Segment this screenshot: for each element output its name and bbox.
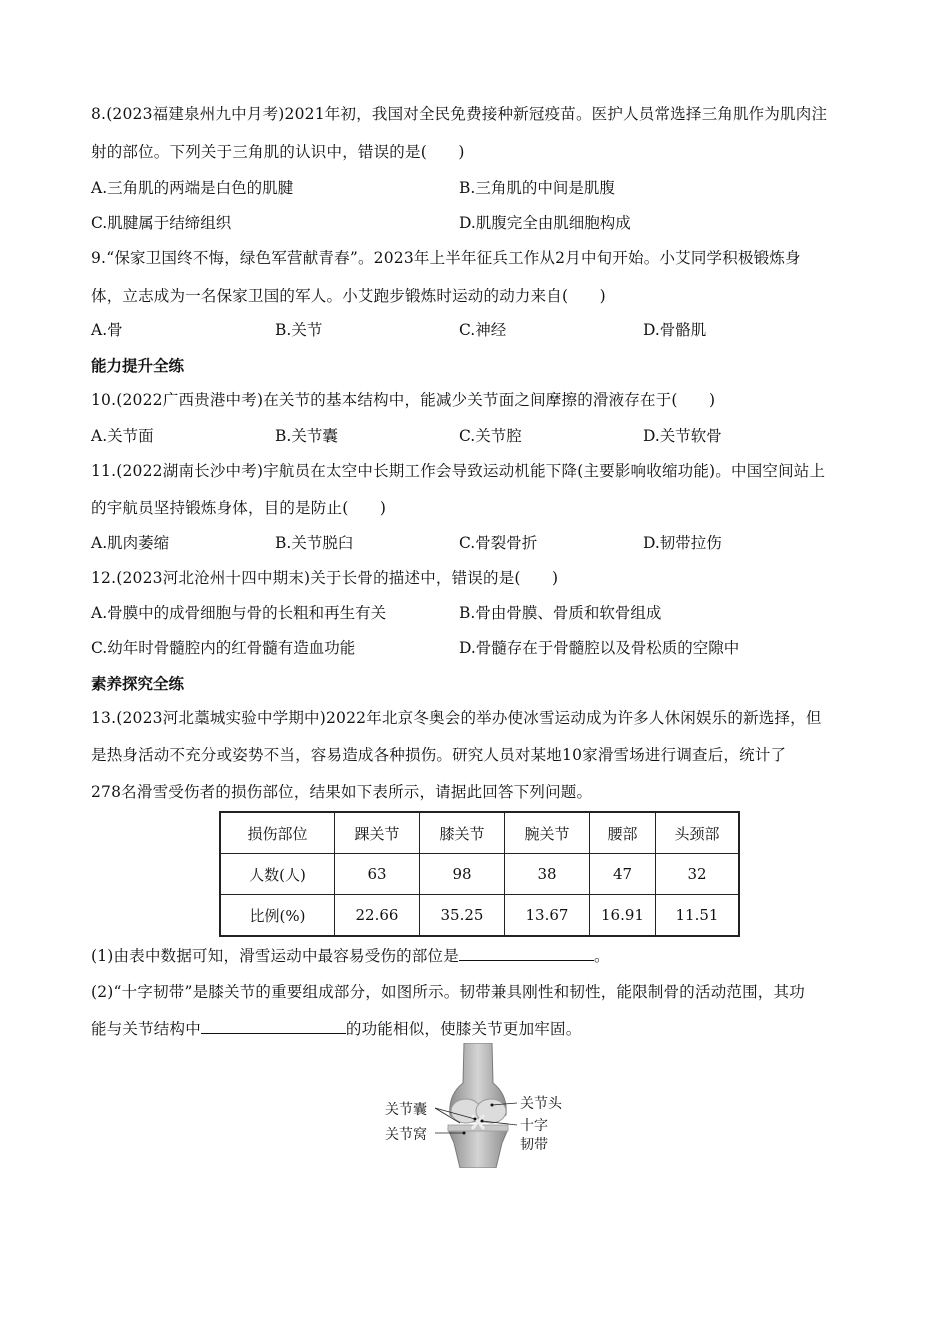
q13-stem-line2: 是热身活动不充分或姿势不当，容易造成各种损伤。研究人员对某地10家滑雪场进行调查后，统计了 xyxy=(91,746,787,764)
table-cell: 腰部 xyxy=(590,812,656,854)
table-cell: 11.51 xyxy=(656,895,740,937)
q8-stem-line1: 8.(2023福建泉州九中月考)2021年初，我国对全民免费接种新冠疫苗。医护人员常选择三角肌作为肌肉注 xyxy=(91,105,828,123)
q11-option-c: C.骨裂骨折 xyxy=(459,534,538,552)
q9-option-c: C.神经 xyxy=(459,321,507,339)
q10-option-d: D.关节软骨 xyxy=(643,427,722,445)
q13-sub1-text: (1)由表中数据可知，滑雪运动中最容易受伤的部位是 xyxy=(91,947,459,965)
q13-sub1 xyxy=(91,944,610,966)
table-cell: 头颈部 xyxy=(656,812,740,854)
table-cell: 32 xyxy=(656,854,740,895)
knee-joint-figure xyxy=(380,1043,580,1168)
q8-option-d: D.肌腹完全由肌细胞构成 xyxy=(459,214,631,232)
table-cell: 22.66 xyxy=(335,895,420,937)
q11-stem-line2: 的宇航员坚持锻炼身体，目的是防止( ) xyxy=(91,499,387,517)
q13-sub2-line1: (2)“十字韧带”是膝关节的重要组成部分，如图所示。韧带兼具刚性和韧性，能限制骨的活动范围，其功 xyxy=(91,983,805,1001)
q9-option-b: B.关节 xyxy=(275,321,323,339)
q10-stem: 10.(2022广西贵港中考)在关节的基本结构中，能减少关节面之间摩擦的滑液存在于( ) xyxy=(91,391,716,409)
q11-option-d: D.韧带拉伤 xyxy=(643,534,722,552)
q9-stem-line1: 9.“保家卫国终不悔，绿色军营献青春”。2023年上半年征兵工作从2月中旬开始。小艾同学积极锻炼身 xyxy=(91,249,801,267)
q13-sub2-line2 xyxy=(91,1017,581,1039)
table-cell: 38 xyxy=(505,854,590,895)
q12-option-a: A.骨膜中的成骨细胞与骨的长粗和再生有关 xyxy=(91,604,387,622)
q13-stem-line3: 278名滑雪受伤者的损伤部位，结果如下表所示，请据此回答下列问题。 xyxy=(91,783,593,801)
q13-sub2-text: 能与关节结构中 xyxy=(91,1020,201,1038)
label-joint-capsule: 关节囊 xyxy=(385,1102,427,1118)
label-cruciate-1: 十字 xyxy=(520,1118,548,1134)
label-cruciate-2: 韧带 xyxy=(520,1137,548,1153)
section-heading-inquiry: 素养探究全练 xyxy=(91,675,185,693)
q10-option-c: C.关节腔 xyxy=(459,427,522,445)
answer-blank-1[interactable] xyxy=(459,946,594,961)
table-cell: 35.25 xyxy=(420,895,505,937)
table-cell: 腕关节 xyxy=(505,812,590,854)
q10-option-b: B.关节囊 xyxy=(275,427,338,445)
q11-stem-line1: 11.(2022湖南长沙中考)宇航员在太空中长期工作会导致运动机能下降(主要影响收缩功能)。中国空间站上 xyxy=(91,462,826,480)
table-row-count xyxy=(220,854,739,895)
table-cell: 踝关节 xyxy=(335,812,420,854)
table-row-header xyxy=(220,812,739,854)
table-cell: 损伤部位 xyxy=(220,812,335,854)
table-cell: 63 xyxy=(335,854,420,895)
q12-option-c: C.幼年时骨髓腔内的红骨髓有造血功能 xyxy=(91,639,356,657)
q13-stem-line1: 13.(2023河北藁城实验中学期中)2022年北京冬奥会的举办使冰雪运动成为许多人休闲娱乐的新选择，但 xyxy=(91,709,822,727)
q10-option-a: A.关节面 xyxy=(91,427,154,445)
q11-option-a: A.肌肉萎缩 xyxy=(91,534,170,552)
table-row-ratio xyxy=(220,895,739,937)
q9-stem-line2: 体，立志成为一名保家卫国的军人。小艾跑步锻炼时运动的动力来自( ) xyxy=(91,287,606,305)
table-cell: 比例(%) xyxy=(220,895,335,937)
table-cell: 16.91 xyxy=(590,895,656,937)
q8-option-b: B.三角肌的中间是肌腹 xyxy=(459,179,615,197)
label-joint-socket: 关节窝 xyxy=(385,1127,427,1143)
q9-option-a: A.骨 xyxy=(91,321,123,339)
q12-option-d: D.骨髓存在于骨髓腔以及骨松质的空隙中 xyxy=(459,639,740,657)
label-joint-head: 关节头 xyxy=(520,1096,562,1112)
section-heading-ability: 能力提升全练 xyxy=(91,357,185,375)
table-cell: 13.67 xyxy=(505,895,590,937)
q8-option-c: C.肌腱属于结缔组织 xyxy=(91,214,232,232)
q9-option-d: D.骨骼肌 xyxy=(643,321,707,339)
answer-blank-2[interactable] xyxy=(201,1019,346,1034)
knee-joint-illustration xyxy=(380,1043,580,1168)
q11-option-b: B.关节脱臼 xyxy=(275,534,354,552)
q12-stem: 12.(2023河北沧州十四中期末)关于长骨的描述中，错误的是( ) xyxy=(91,569,559,587)
q13-sub2-end: 的功能相似，使膝关节更加牢固。 xyxy=(345,1020,582,1038)
table-cell: 人数(人) xyxy=(220,854,335,895)
injury-table xyxy=(219,811,740,937)
q8-stem-line2: 射的部位。下列关于三角肌的认识中，错误的是( ) xyxy=(91,143,465,161)
q8-option-a: A.三角肌的两端是白色的肌腱 xyxy=(91,179,294,197)
table-cell: 膝关节 xyxy=(420,812,505,854)
table-cell: 47 xyxy=(590,854,656,895)
q13-sub1-end: 。 xyxy=(593,947,610,965)
q12-option-b: B.骨由骨膜、骨质和软骨组成 xyxy=(459,604,662,622)
table-cell: 98 xyxy=(420,854,505,895)
